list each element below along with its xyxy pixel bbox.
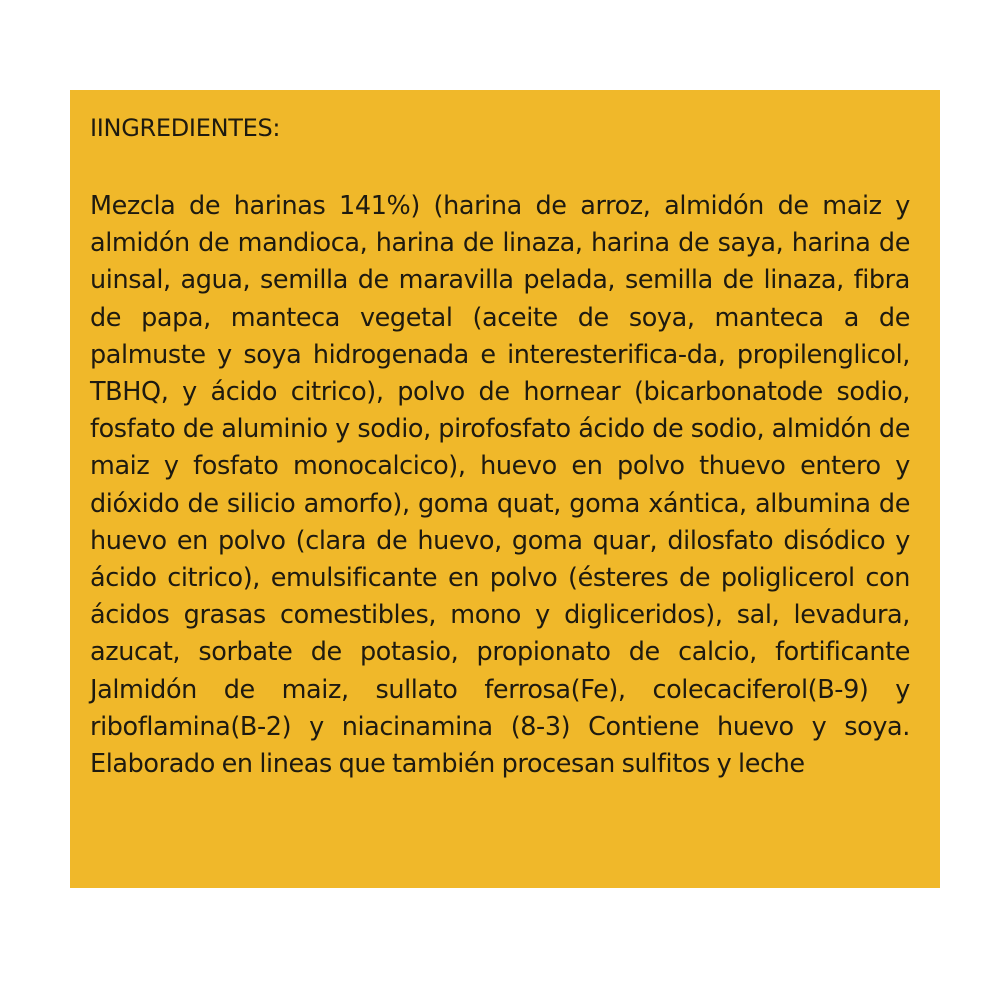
ingredients-text: Mezcla de harinas 141%) (harina de arroz, almidón de maiz y almidón de mandioca, harina de linaza, harina de saya, harina de uinsal, agua, semilla de maravilla pelada, semilla de linaza, fibra de papa, manteca vegetal (aceite de soya, manteca a de palmuste y soya hidrogenada e interesterifica-da, propilenglicol, TBHQ, y ácido citrico), polvo de hornear (bicarbonatode sodio, fosfato de aluminio y sodio, pirofosfato ácido de sodio, almidón de maiz y fosfato monocalcico), huevo en polvo thuevo entero y dióxido de silicio amorfo), goma quat, goma xántica, albumina de huevo en polvo (clara de huevo, goma quar, dilosfato disódico y ácido citrico), emulsificante en polvo (ésteres de poliglicerol con ácidos grasas comestibles, mono y digliceridos), sal, levadura, azucat, sorbate de potasio, propionato de calcio, fortificante Jalmidón de maiz, sullato ferrosa(Fe), colecaciferol(B-9) y riboflamina(B-2) y niacinamina (8-3) Contiene huevo y soya. Elaborado en lineas que también procesan sulfitos y leche — [90, 191, 910, 780]
ingredients-panel — [70, 90, 940, 888]
ingredients-heading: IINGREDIENTES: — [90, 114, 281, 142]
